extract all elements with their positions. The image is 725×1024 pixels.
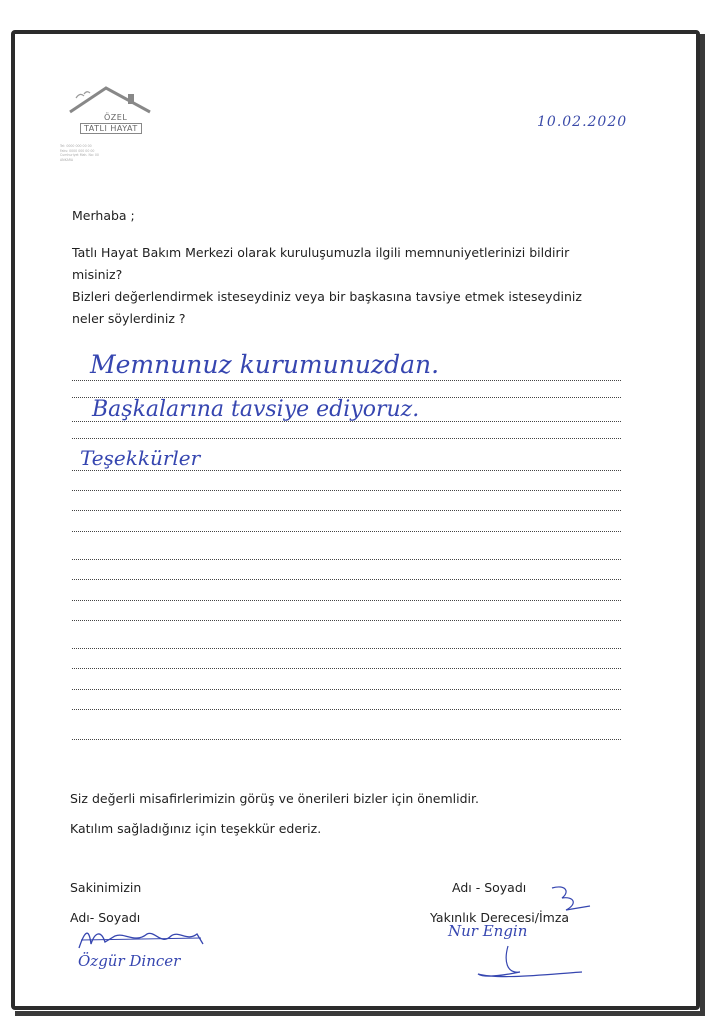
- relative-handwritten-name: Nur Engin: [448, 922, 528, 940]
- question-2: Bizleri değerlendirmek isteseydiniz veya bir başkasına tavsiye etmek isteseydiniz neler söylerdiniz ?: [72, 289, 582, 326]
- logo-fine-print-line: Faks: 0000 000 00 00: [60, 148, 95, 153]
- relative-relation-label: Yakınlık Derecesi/İmza: [430, 910, 570, 925]
- answer-dotted-line: [72, 470, 621, 471]
- resident-heading: Sakinimizin: [70, 880, 142, 895]
- answer-dotted-line: [72, 689, 621, 690]
- logo-line-2: TATLI HAYAT: [80, 123, 142, 134]
- answer-dotted-line: [72, 421, 621, 422]
- answer-line-3: Teşekkürler: [80, 446, 201, 470]
- logo-fine-print: [60, 144, 155, 162]
- resident-name-label: Adı- Soyadı: [70, 910, 141, 925]
- relative-name-label: Adı - Soyadı: [452, 880, 527, 895]
- answer-dotted-line: [72, 620, 621, 621]
- question-1: Tatlı Hayat Bakım Merkezi olarak kuruluşumuzla ilgili memnuniyetlerinizi bildirir misiniz?: [72, 245, 570, 282]
- answer-dotted-line: [72, 531, 621, 532]
- company-logo: [58, 80, 168, 180]
- answer-dotted-line: [72, 510, 621, 511]
- answer-dotted-line: [72, 559, 621, 560]
- answer-dotted-line: [72, 490, 621, 491]
- resident-signature-scribble: [75, 922, 210, 956]
- closing-text-1: Siz değerli misafirlerimizin görüş ve önerileri bizler için önemlidir.: [70, 791, 479, 806]
- handwritten-date: 10.02.2020: [537, 114, 628, 130]
- answer-line-1: Memnunuz kurumunuzdan.: [90, 350, 440, 379]
- logo-fine-print-line: Cumhuriyet Mah. No: 00: [60, 153, 99, 157]
- answer-dotted-line: [72, 579, 621, 580]
- logo-fine-print-line: ANKARA: [60, 157, 74, 162]
- answer-dotted-line: [72, 600, 621, 601]
- logo-line-1: ÖZEL: [104, 113, 128, 122]
- answer-dotted-line: [72, 739, 621, 740]
- closing-text-2: Katılım sağladığınız için teşekkür ederiz.: [70, 821, 322, 836]
- answer-line-2: Başkalarına tavsiye ediyoruz.: [92, 397, 420, 422]
- greeting: Merhaba ;: [72, 208, 135, 223]
- answer-dotted-line: [72, 438, 621, 439]
- answer-dotted-line: [72, 709, 621, 710]
- resident-handwritten-name: Özgür Dincer: [78, 952, 181, 970]
- answer-dotted-line: [72, 397, 621, 398]
- answer-dotted-line: [72, 668, 621, 669]
- logo-fine-print-line: Tel: 0000 000 00 00: [60, 144, 92, 148]
- answer-dotted-line: [72, 648, 621, 649]
- answer-dotted-line: [72, 380, 621, 381]
- relative-signature-scribble: [470, 880, 610, 990]
